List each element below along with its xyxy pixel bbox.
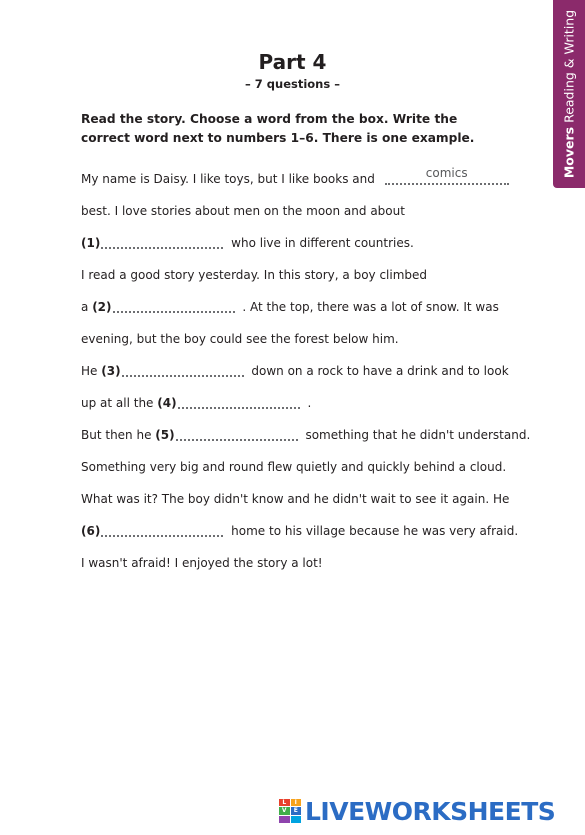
story-text: . At the top, there was a lot of snow. It was	[242, 300, 499, 314]
logo-wordmark: LIVEWORKSHEETS	[305, 797, 556, 826]
story-text: My name is Daisy. I like toys, but I like books and	[81, 172, 375, 186]
story-text: .	[307, 396, 312, 410]
story-text: What was it? The boy didn't know and he didn't wait to see it again. He	[81, 492, 510, 506]
story-text: evening, but the boy could see the forest below him.	[81, 332, 399, 346]
question-number-4: (4)	[157, 396, 177, 410]
question-number-1: (1)	[81, 236, 101, 250]
story-line-2	[81, 203, 405, 219]
story-line-6	[81, 331, 399, 347]
story-line-7	[81, 363, 509, 379]
story-text: a	[81, 300, 89, 314]
side-tab-label	[562, 10, 577, 178]
logo-cell: I	[291, 799, 302, 806]
story-text: down on a rock to have a drink and to look	[251, 364, 509, 378]
answer-field-2[interactable]	[113, 299, 235, 313]
side-tab-level: Movers	[561, 126, 577, 179]
logo-cell: L	[279, 799, 290, 806]
question-number-3: (3)	[101, 364, 121, 378]
side-tab-section: Reading & Writing	[561, 9, 577, 123]
story-line-5	[81, 299, 499, 315]
instructions: Read the story. Choose a word from the box. Write the correct word next to numbers 1–6. There is one example.	[81, 112, 475, 145]
page-title: Part 4	[258, 50, 327, 74]
story-line-13	[81, 555, 323, 571]
logo-cell: V	[279, 807, 290, 814]
story-text: But then he	[81, 428, 152, 442]
question-number-5: (5)	[155, 428, 175, 442]
story-text: Something very big and round flew quietly and quickly behind a cloud.	[81, 460, 507, 474]
story-line-8	[81, 395, 311, 411]
answer-field-5[interactable]	[176, 427, 298, 441]
logo-icon	[279, 799, 301, 823]
page-subtitle: – 7 questions –	[245, 77, 340, 91]
story-text: I read a good story yesterday. In this story, a boy climbed	[81, 268, 428, 282]
story-text: up at all the	[81, 396, 154, 410]
story-line-3	[81, 235, 414, 251]
story-line-1	[81, 166, 513, 187]
story-line-4	[81, 267, 427, 283]
example-answer: comics	[425, 166, 468, 180]
story-text: I wasn't afraid! I enjoyed the story a lot!	[81, 556, 323, 570]
story-line-11	[81, 491, 509, 507]
side-tab	[553, 0, 585, 188]
story-text: He	[81, 364, 98, 378]
story-line-9	[81, 427, 530, 443]
example-answer-field	[385, 166, 509, 185]
story-line-10	[81, 459, 506, 475]
story-text: something that he didn't understand.	[305, 428, 531, 442]
story-text: home to his village because he was very afraid.	[231, 524, 519, 538]
answer-field-6[interactable]	[101, 523, 223, 537]
question-number-2: (2)	[92, 300, 112, 314]
logo-cell: E	[291, 807, 302, 814]
liveworksheets-logo[interactable]	[279, 797, 579, 827]
question-number-6: (6)	[81, 524, 101, 538]
answer-field-4[interactable]	[178, 395, 300, 409]
logo-cell	[279, 816, 290, 823]
story-text: who live in different countries.	[231, 236, 414, 250]
answer-field-3[interactable]	[122, 363, 244, 377]
story-line-12	[81, 523, 518, 539]
answer-field-1[interactable]	[101, 235, 223, 249]
logo-cell	[291, 816, 302, 823]
story-text: best. I love stories about men on the moon and about	[81, 204, 405, 218]
